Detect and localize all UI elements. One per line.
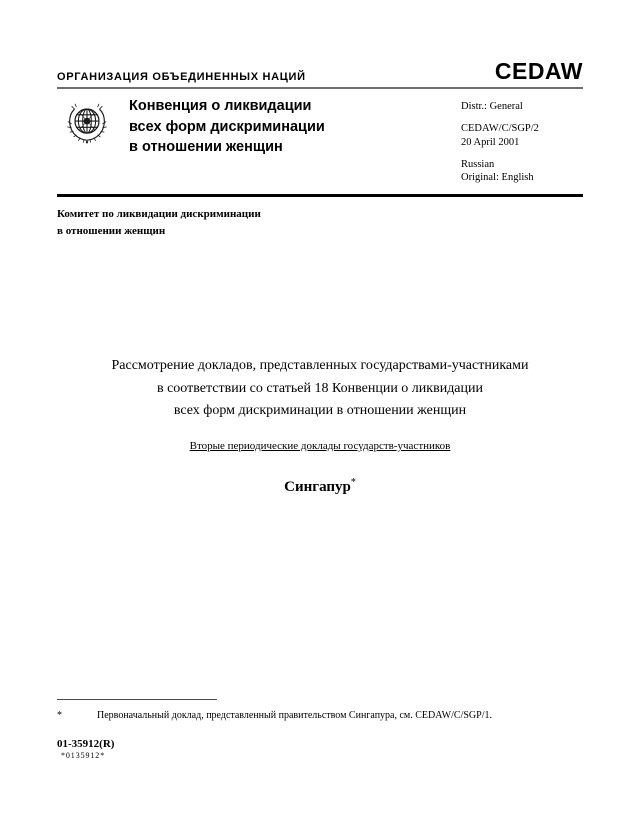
document-date: 20 April 2001 xyxy=(461,136,520,148)
footnote-separator xyxy=(57,699,217,700)
convention-title xyxy=(129,96,325,158)
convention-title-line-1: Конвенция о ликвидации xyxy=(129,98,312,114)
document-original-language: Original: English xyxy=(461,172,534,184)
document-symbol: CEDAW/C/SGP/2 xyxy=(461,122,539,134)
convention-title-line-3: в отношении женщин xyxy=(129,139,283,156)
committee-name-line-1: Комитет по ликвидации дискриминации xyxy=(57,208,261,220)
footnote-mark: * xyxy=(57,710,62,721)
footnote-text: Первоначальный доклад, представленный правительством Сингапура, см. CEDAW/C/SGP/1. xyxy=(97,710,492,721)
united-nations-organization-line: ОРГАНИЗАЦИЯ ОБЪЕДИНЕННЫХ НАЦИЙ xyxy=(57,71,306,83)
masthead xyxy=(57,60,583,89)
cedaw-logotype: CEDAW xyxy=(494,58,583,84)
masthead-rule xyxy=(57,87,583,89)
report-title-line-1: Рассмотрение докладов, представленных государствами-участниками xyxy=(111,358,529,373)
footnote xyxy=(57,709,557,723)
committee-rule xyxy=(57,194,583,197)
document-language: Russian xyxy=(461,158,495,170)
distribution-spacer-2 xyxy=(461,150,583,158)
committee-name-line-2: в отношении женщин xyxy=(57,224,166,237)
report-subtitle-text: Вторые периодические доклады государств-участников xyxy=(189,440,451,452)
country-name-text: Сингапур xyxy=(284,479,351,495)
report-title-line-3: всех форм дискриминации в отношении женщин xyxy=(173,403,467,419)
barcode-text: *0135912* xyxy=(61,751,106,760)
report-title-line-2: в соответствии со статьей 18 Конвенции о ликвидации xyxy=(156,380,484,396)
distribution-block xyxy=(461,96,583,185)
convention-title-line-2: всех форм дискриминации xyxy=(129,118,325,135)
committee-name xyxy=(57,206,457,239)
un-emblem-icon xyxy=(63,99,111,147)
report-title xyxy=(57,355,583,423)
distribution-spacer-1 xyxy=(461,114,583,122)
convention-block xyxy=(57,96,583,185)
job-number: 01-35912(R) xyxy=(57,738,115,750)
masthead-row xyxy=(57,60,583,83)
country-name xyxy=(57,477,583,496)
country-footnote-mark: * xyxy=(350,477,356,488)
report-subtitle xyxy=(57,440,583,452)
distribution-type: Distr.: General xyxy=(461,101,523,112)
